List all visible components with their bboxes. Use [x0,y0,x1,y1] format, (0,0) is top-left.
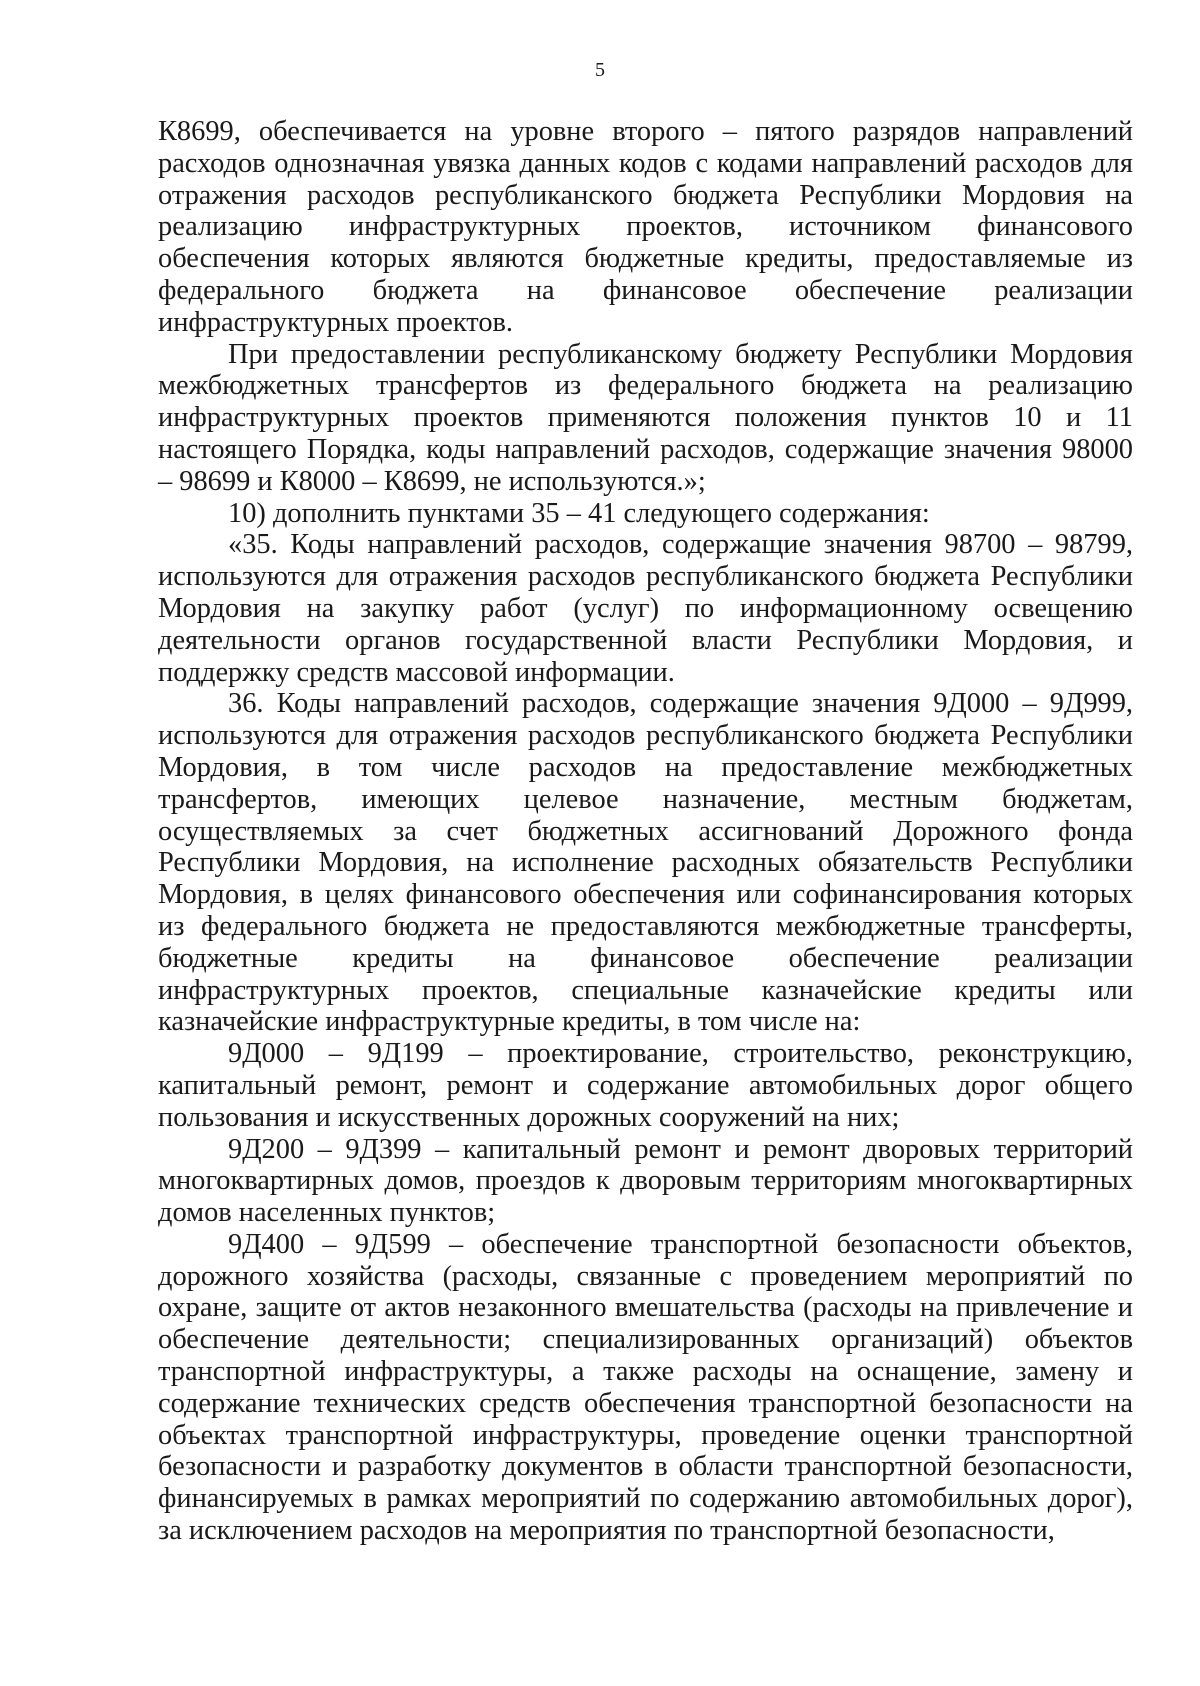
paragraph-code-9d200: 9Д200 – 9Д399 – капитальный ремонт и ремонт дворовых территорий многоквартирных домов, проездов к дворовым территориям многоквартирных домов населенных пунктов; [158,1133,1133,1229]
paragraph-continuation: К8699, обеспечивается на уровне второго – пятого разрядов направлений расходов однозначная увязка данных кодов с кодами направлений расходов для отражения расходов республиканского бюджета Республики Мордовия на реализацию инфраструктурных проектов, источником финансового обеспечения которых являются бюджетные кредиты, предоставляемые из федерального бюджета на финансовое обеспечение реализации инфраструктурных проектов. [158,116,1133,338]
paragraph-code-9d400: 9Д400 – 9Д599 – обеспечение транспортной безопасности объектов, дорожного хозяйства (расходы, связанные с проведением мероприятий по охране, защите от актов незаконного вмешательства (расходы на привлечение и обеспечение деятельности; специализированных организаций) объектов транспортной инфраструктуры, а также расходы на оснащение, замену и содержание технических средств обеспечения транспортной безопасности на объектах транспортной инфраструктуры, проведение оценки транспортной безопасности и разработку документов в области транспортной безопасности, финансируемых в рамках мероприятий по содержанию автомобильных дорог), за исключением расходов на мероприятия по транспортной безопасности, [158,1228,1133,1547]
paragraph-interbudget-transfers: При предоставлении республиканскому бюджету Республики Мордовия межбюджетных трансфертов из федерального бюджета на реализацию инфраструктурных проектов применяются положения пунктов 10 и 11 настоящего Порядка, коды направлений расходов, содержащие значения 98000 – 98699 и К8000 – К8699, не используются.»; [158,338,1133,497]
paragraph-amendment-10: 10) дополнить пунктами 35 – 41 следующего содержания: [228,497,930,529]
document-body [158,116,1133,1547]
paragraph-point-36: 36. Коды направлений расходов, содержащие значения 9Д000 – 9Д999, используются для отражения расходов республиканского бюджета Республики Мордовия, в том числе расходов на предоставление межбюджетных трансфертов, имеющих целевое назначение, местным бюджетам, осуществляемых за счет бюджетных ассигнований Дорожного фонда Республики Мордовия, на исполнение расходных обязательств Республики Мордовия, в целях финансового обеспечения или софинансирования которых из федерального бюджета не предоставляются межбюджетные трансферты, бюджетные кредиты на финансовое обеспечение реализации инфраструктурных проектов, специальные казначейские кредиты или казначейские инфраструктурные кредиты, в том числе на: [158,688,1133,1038]
paragraph-point-35: «35. Коды направлений расходов, содержащие значения 98700 – 98799, используются для отражения расходов республиканского бюджета Республики Мордовия на закупку работ (услуг) по информационному освещению деятельности органов государственной власти Республики Мордовия, и поддержку средств массовой информации. [158,529,1133,688]
page-number: 5 [595,59,605,81]
paragraph-code-9d000: 9Д000 – 9Д199 – проектирование, строительство, реконструкцию, капитальный ремонт, ремонт и содержание автомобильных дорог общего пользования и искусственных дорожных сооружений на них; [158,1038,1133,1133]
